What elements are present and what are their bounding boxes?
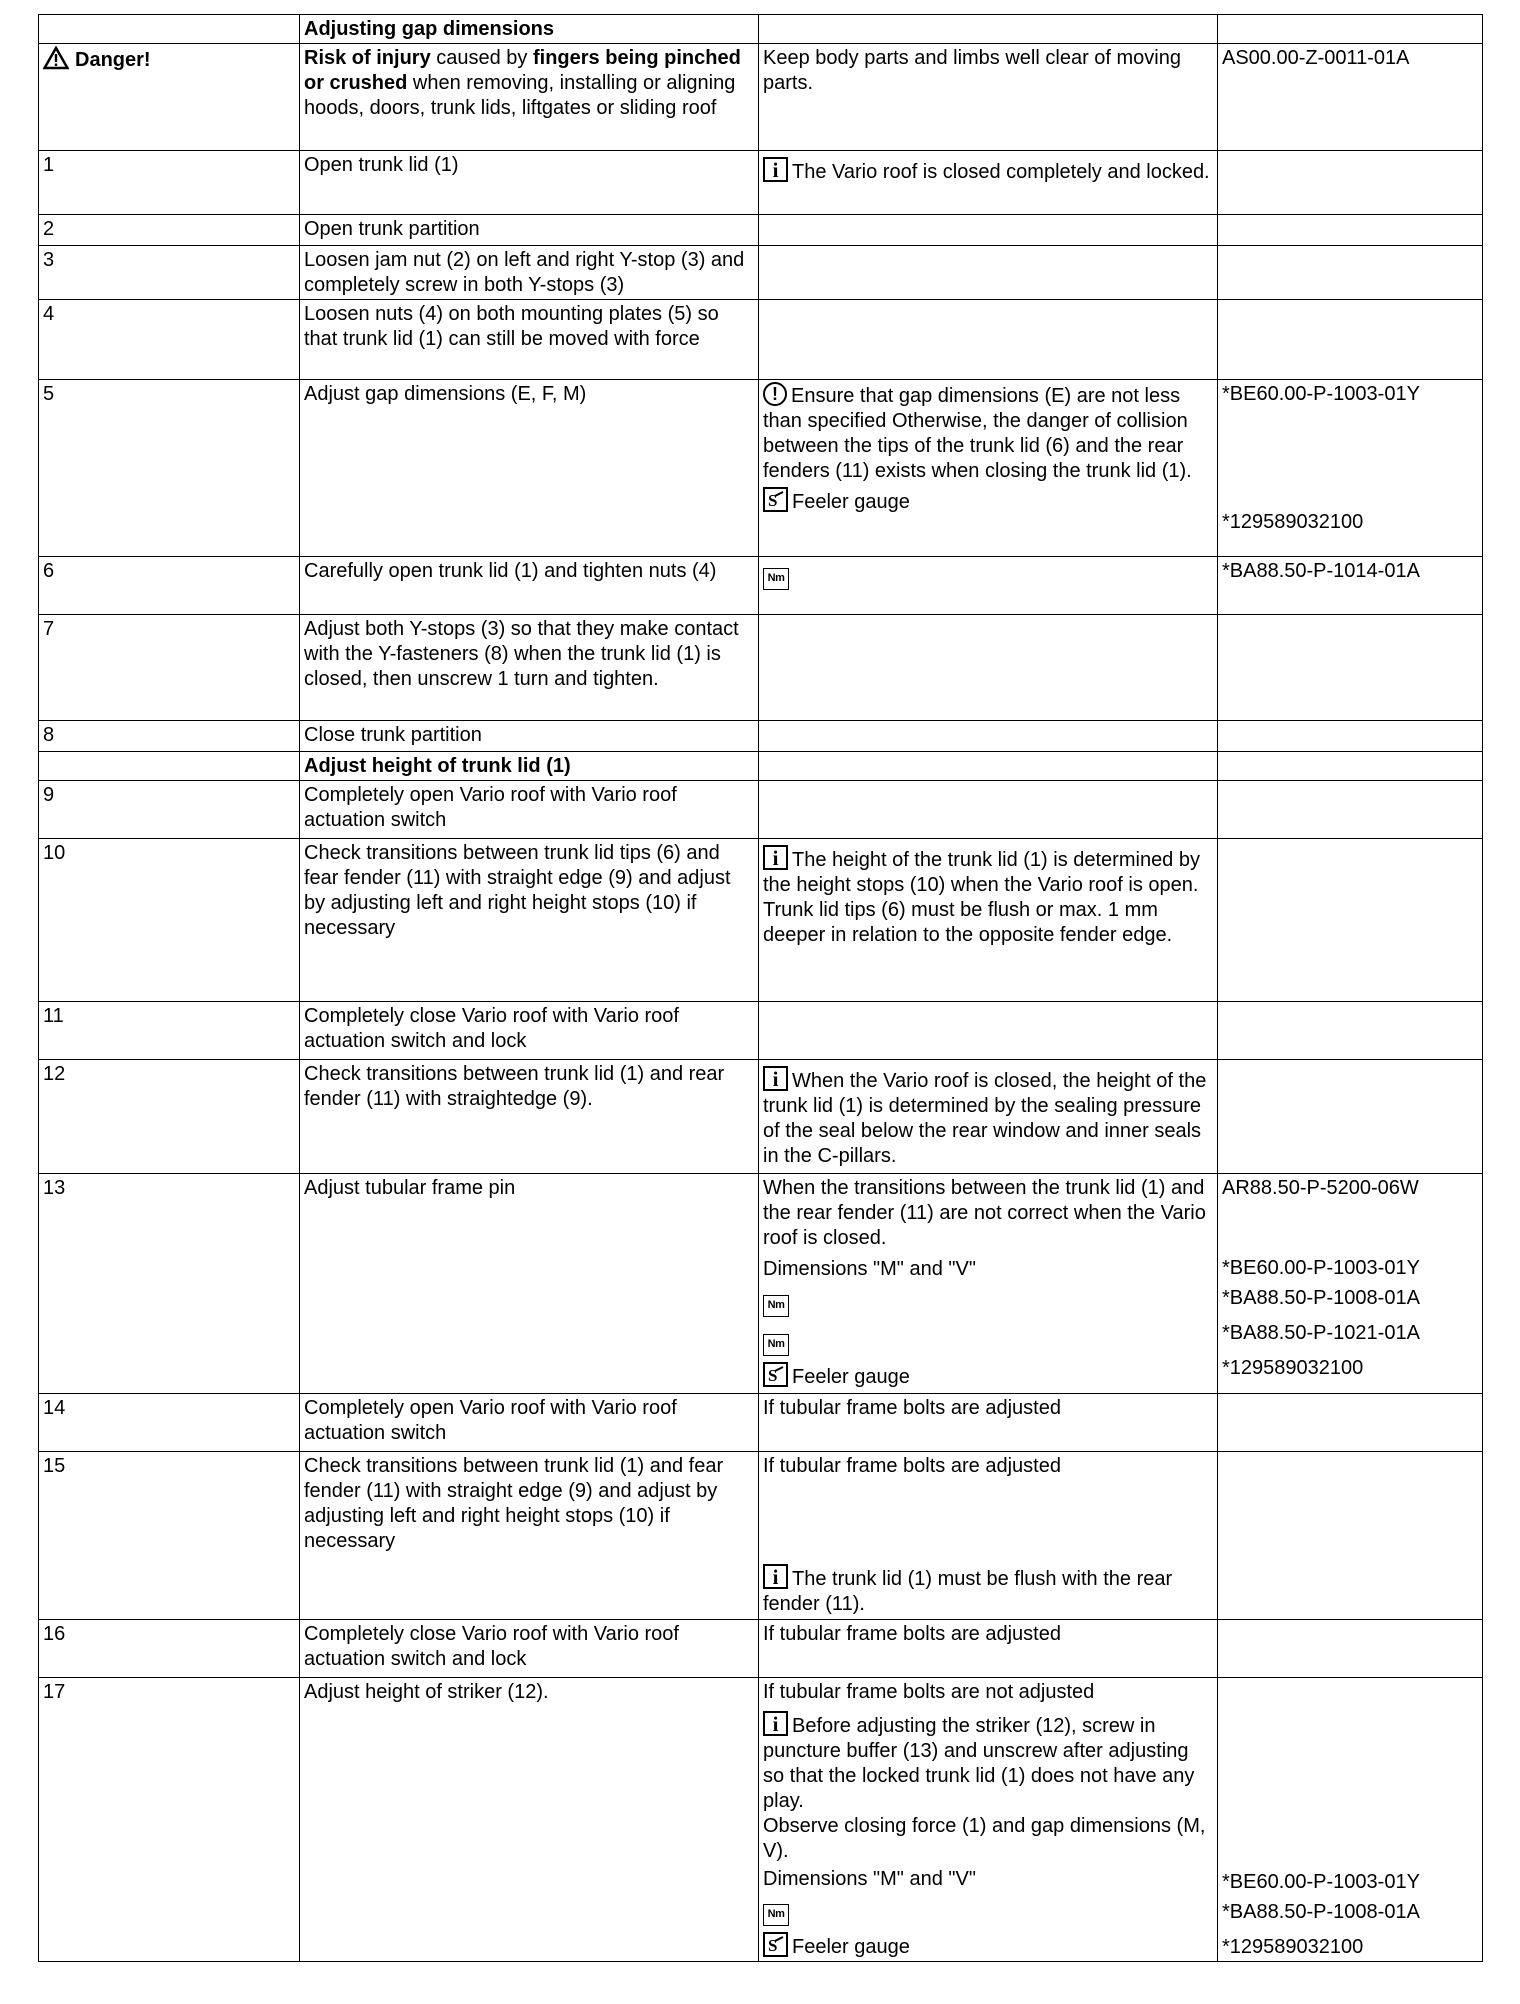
step-text: Completely close Vario roof with Vario roof actuation switch and lock	[300, 1620, 759, 1678]
danger-note: Keep body parts and limbs well clear of moving parts.	[759, 44, 1218, 151]
subsection-title: Adjust height of trunk lid (1)	[300, 752, 759, 781]
step-number: 14	[39, 1394, 300, 1452]
step-text: Loosen nuts (4) on both mounting plates (5) so that trunk lid (1) can still be moved with force	[300, 300, 759, 380]
table-row: 1 Open trunk lid (1) i The Vario roof is closed completely and locked.	[39, 151, 1483, 215]
table-row	[39, 1620, 1483, 1678]
ref-code: *BA88.50-P-1021-01A	[1222, 1322, 1420, 1344]
svg-text:S: S	[768, 491, 778, 509]
step-number: 11	[39, 1002, 300, 1060]
table-row	[39, 781, 1483, 839]
table-row	[39, 752, 1483, 781]
info-icon	[763, 1711, 788, 1736]
step-number: 16	[39, 1620, 300, 1678]
info-icon	[763, 1564, 788, 1589]
step-text: Completely close Vario roof with Vario roof actuation switch and lock	[300, 1002, 759, 1060]
info-icon	[763, 1066, 788, 1091]
step-note: When the transitions between the trunk lid (1) and the rear fender (11) are not correct when the Vario roof is closed.	[763, 1177, 1206, 1249]
table-row	[39, 1174, 1483, 1394]
step-text: Close trunk partition	[300, 721, 759, 752]
tool-line: S Feeler gauge	[763, 1362, 1213, 1390]
table-row	[39, 1452, 1483, 1620]
step-text: Open trunk partition	[300, 215, 759, 246]
step-text: Check transitions between trunk lid (1) and fear fender (11) with straight edge (9) and adjust by adjusting left and right height stops (10) if necessary	[300, 1452, 759, 1620]
condition-text: If tubular frame bolts are adjusted	[763, 1455, 1061, 1477]
step-text: Adjust gap dimensions (E, F, M)	[300, 380, 759, 557]
danger-label: Danger!	[75, 49, 151, 71]
danger-ref: AS00.00-Z-0011-01A	[1218, 44, 1483, 151]
ref-code: *BA88.50-P-1014-01A	[1218, 557, 1483, 615]
step-number: 3	[39, 246, 300, 300]
table-row	[39, 839, 1483, 1002]
tool-line: S Feeler gauge	[763, 487, 1213, 515]
step-note: iThe height of the trunk lid (1) is determined by the height stops (10) when the Vario roof is open.	[763, 845, 1213, 898]
nm-torque-icon: Nm	[763, 1295, 789, 1317]
step-text: Completely open Vario roof with Vario roof actuation switch	[300, 1394, 759, 1452]
info-icon	[763, 157, 788, 182]
step-number: 12	[39, 1060, 300, 1174]
step-number: 15	[39, 1452, 300, 1620]
ref-code: *129589032100	[1222, 1357, 1364, 1379]
step-number: 7	[39, 615, 300, 721]
svg-text:S: S	[768, 1936, 778, 1954]
table-row	[39, 557, 1483, 615]
step-text: Check transitions between trunk lid (1) and rear fender (11) with straightedge (9).	[300, 1060, 759, 1174]
warning-triangle-icon	[43, 46, 69, 77]
nm-torque-icon: Nm	[763, 1904, 789, 1926]
step-text: Carefully open trunk lid (1) and tighten nuts (4)	[300, 557, 759, 615]
tool-icon	[763, 1932, 788, 1957]
step-text: Adjust both Y-stops (3) so that they make contact with the Y-fasteners (8) when the trunk lid (1) is closed, then unscrew 1 turn and tighten.	[300, 615, 759, 721]
step-number: 6	[39, 557, 300, 615]
step-number: 17	[39, 1678, 300, 1962]
ref-code: AR88.50-P-5200-06W	[1222, 1177, 1419, 1199]
table-row	[39, 1394, 1483, 1452]
step-text: Loosen jam nut (2) on left and right Y-stop (3) and completely screw in both Y-stops (3)	[300, 246, 759, 300]
procedure-table	[38, 14, 1483, 1962]
nm-torque-icon: Nm	[763, 1334, 789, 1356]
tool-line: S Feeler gauge	[763, 1932, 1213, 1960]
ref-code: *BE60.00-P-1003-01Y	[1222, 383, 1420, 405]
danger-row	[39, 44, 1483, 151]
caution-icon	[763, 382, 787, 406]
table-row	[39, 246, 1483, 300]
step-number: 1	[39, 151, 300, 215]
step-number: 13	[39, 1174, 300, 1394]
nm-torque-icon: Nm	[763, 568, 789, 590]
ref-code: *BE60.00-P-1003-01Y	[1222, 1257, 1420, 1279]
step-text: Adjust tubular frame pin	[300, 1174, 759, 1394]
step-text: Adjust height of striker (12).	[300, 1678, 759, 1962]
table-row	[39, 1678, 1483, 1962]
step-note-2: Observe closing force (1) and gap dimensions (M, V).	[763, 1815, 1206, 1862]
step-number: 10	[39, 839, 300, 1002]
step-number: 4	[39, 300, 300, 380]
table-row	[39, 721, 1483, 752]
step-number: 8	[39, 721, 300, 752]
ref-code: *BE60.00-P-1003-01Y	[1222, 1871, 1420, 1893]
tool-icon	[763, 487, 788, 512]
svg-text:S: S	[768, 1366, 778, 1384]
danger-description: Risk of injury caused by fingers being pinched or crushed when removing, installing or aligning hoods, doors, trunk lids, liftgates or sliding roof	[300, 44, 759, 151]
step-note: iThe trunk lid (1) must be flush with the rear fender (11).	[763, 1564, 1213, 1617]
table-row	[39, 615, 1483, 721]
table-row	[39, 215, 1483, 246]
ref-code: *BA88.50-P-1008-01A	[1222, 1287, 1420, 1309]
ref-code: *129589032100	[1222, 511, 1364, 533]
step-note: iBefore adjusting the striker (12), screw in puncture buffer (13) and unscrew after adjusting so that the locked trunk lid (1) does not have any play.	[763, 1711, 1213, 1814]
step-text: Check transitions between trunk lid tips (6) and fear fender (11) with straight edge (9) and adjust by adjusting left and right height stops (10) if necessary	[300, 839, 759, 1002]
table-row	[39, 300, 1483, 380]
condition-text: If tubular frame bolts are not adjusted	[763, 1681, 1095, 1703]
step-number: 5	[39, 380, 300, 557]
condition-text: If tubular frame bolts are adjusted	[759, 1394, 1218, 1452]
table-row	[39, 1002, 1483, 1060]
condition-text: If tubular frame bolts are adjusted	[759, 1620, 1218, 1678]
table-row: 12 Check transitions between trunk lid (1) and rear fender (11) with straightedge (9). iWhen the Vario roof is closed, the height of the trunk lid (1) is determined by the sealing pressure of the seal below the rear window and inner seals in the C-pillars.	[39, 1060, 1483, 1174]
step-text: Completely open Vario roof with Vario roof actuation switch	[300, 781, 759, 839]
tool-icon	[763, 1362, 788, 1387]
ref-code: *129589032100	[1222, 1936, 1364, 1958]
dimensions-line: Dimensions "M" and "V"	[763, 1258, 976, 1280]
ref-code: *BA88.50-P-1008-01A	[1222, 1901, 1420, 1923]
step-text: Open trunk lid (1)	[300, 151, 759, 215]
step-note-2: Trunk lid tips (6) must be flush or max. 1 mm deeper in relation to the opposite fender edge.	[763, 899, 1173, 946]
step-number: 2	[39, 215, 300, 246]
step-number: 9	[39, 781, 300, 839]
dimensions-line: Dimensions "M" and "V"	[763, 1868, 976, 1890]
section-title: Adjusting gap dimensions	[300, 15, 759, 44]
step-note: ! Ensure that gap dimensions (E) are not less than specified Otherwise, the danger of collision between the tips of the trunk lid (6) and the rear fenders (11) exists when closing the trunk lid (1).	[763, 382, 1213, 484]
table-row	[39, 15, 1483, 44]
table-row	[39, 380, 1483, 557]
info-icon	[763, 845, 788, 870]
